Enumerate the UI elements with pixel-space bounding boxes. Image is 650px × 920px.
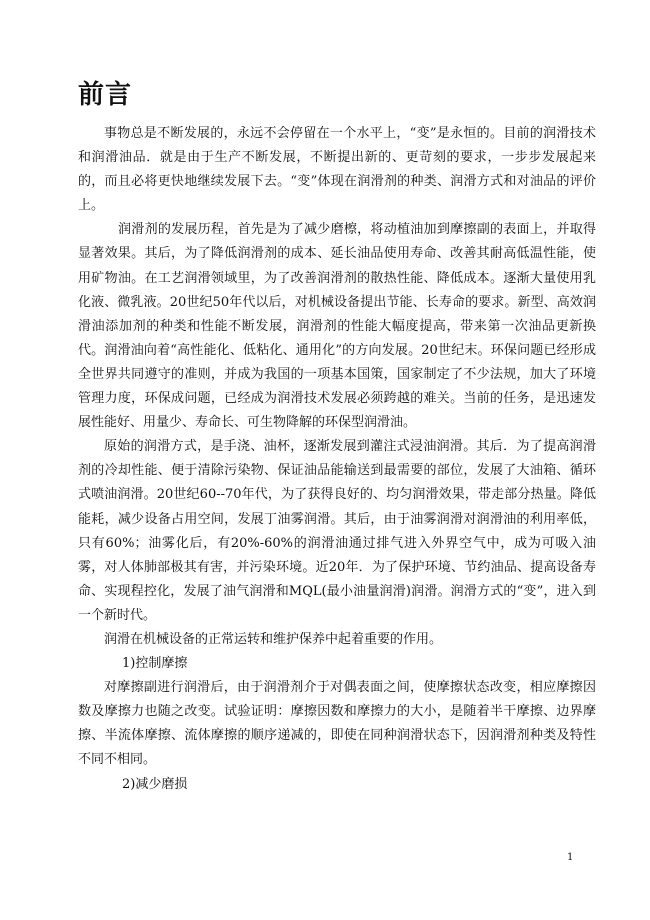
paragraph-lubrication-methods: 原始的润滑方式，是手浇、油杯，逐渐发展到灌注式浸油润滑。其后．为了提高润滑剂的冷却性能、便于清除污染物、保证油品能输送到最需要的部位，发展了大油箱、循环式喷油润滑。20世纪60--70年代，为了获得良好的、均匀润滑效果，带走部分热量。降低能耗，减少设备占用空间，发展丁油雾润滑。其后，由于油雾润滑对润滑油的利用率低，只有60%；油雾化后，有20%-60%的润滑油通过排气进入外界空气中，成为可吸入油雾，对人体肺部极其有害，并污染环境。近20年．为了保护环境、节约油品、提高设备寿命、实现程控化，发展了油气润滑和MQL(最小油量润滑)润滑。润滑方式的“变”，进入到一个新时代。 xyxy=(78,439,596,623)
paragraph-intro: 事物总是不断发展的，永远不会停留在一个水平上，“变”是永恒的。目前的润滑技术和润滑油品．就是由于生产不断发展，不断提出新的、更苛刻的要求，一步步发展起来的，而且必将更快地继续发展下去。“变”体现在润滑剂的种类、润滑方式和对油品的评价上。 xyxy=(78,126,596,214)
page-number: 1 xyxy=(567,852,574,863)
paragraph-control-friction: 对摩擦副进行润滑后，由于润滑剂介于对偶表面之间，使摩擦状态改变，相应摩擦因数及摩擦力也随之改变。试验证明：摩擦因数和摩擦力的大小，是随着半干摩擦、边界摩擦、半流体摩擦、流体摩擦的顺序递减的，即使在同种润滑状态下，因润滑剂种类及特性不同不相同。 xyxy=(78,680,596,768)
paragraph-lubricant-history: 润滑剂的发展历程，首先是为了减少磨檫，将动植油加到摩擦副的表面上，并取得显著效果。其后，为了降低润滑剂的成本、延长油品使用寿命、改善其耐高低温性能，使用矿物油。在工艺润滑领域里，为了改善润滑剂的散热性能、降低成本。逐渐大量使用乳化液、微乳液。20世纪50年代以后，对机械设备提出节能、长寿命的要求。新型、高效润滑油添加剂的种类和性能不断发展，润滑剂的性能大幅度提高，带来第一次油品更新换代。润滑油向着“高性能化、低粘化、通用化”的方向发展。20世纪末。环保问题已经形成全世界共同遵守的准则，并成为我国的一项基本国策，国家制定了不少法规，加大了环境管理力度，环保成问题，已经成为润滑技术发展必须跨越的难关。当前的任务，是迅速发展性能好、用量少、寿命长、可生物降解的环保型润滑油。 xyxy=(78,222,596,431)
page-title: 前言 xyxy=(78,80,133,110)
section-heading-control-friction: 1)控制摩擦 xyxy=(122,656,188,672)
paragraph-importance: 润滑在机械设备的正常运转和维护保养中起着重要的作用。 xyxy=(104,631,443,647)
section-heading-reduce-wear: 2)减少磨损 xyxy=(122,776,188,792)
document-body xyxy=(78,122,596,797)
